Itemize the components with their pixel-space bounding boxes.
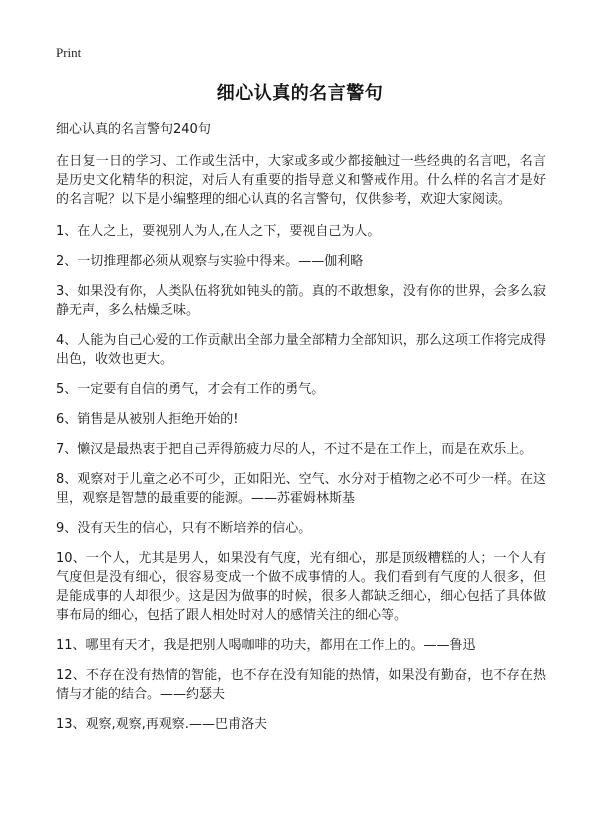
quote-item: 6、销售是从被别人拒绝开始的! [56,412,239,427]
quote-item: 13、观察,观察,再观察.——巴甫洛夫 [56,717,267,732]
quote-item: 11、哪里有天才，我是把别人喝咖啡的功夫，都用在工作上的。——鲁迅 [56,638,476,653]
quote-item: 7、懒汉是最热衷于把自己弄得筋疲力尽的人，不过不是在工作上，而是在欢乐上。 [56,442,533,457]
quote-item: 4、人能为自己心爱的工作贡献出全部力量全部精力全部知识，那么这项工作将完成得出色，收效也更大。 [56,333,546,367]
page-title: 细心认真的名言警句 [216,83,384,104]
quote-item: 10、一个人，尤其是男人，如果没有气度，光有细心，那是顶级糟糕的人；一个人有气度但是没有细心，很容易变成一个做不成事情的人。我们看到有气度的人很多，但是能成事的人却很少。这是因为做事的时候，很多人都缺乏细心，细心包括了具体做事布局的细心，包括了跟人相处时对人的感情关注的细心等。 [56,551,546,623]
quote-item: 1、在人之上，要视别人为人,在人之下，要视自己为人。 [56,224,381,239]
quote-item: 8、观察对于儿童之必不可少，正如阳光、空气、水分对于植物之必不可少一样。在这里，观察是智慧的最重要的能源。——苏霍姆林斯基 [56,472,546,506]
article-body [56,120,546,745]
quote-item: 5、一定要有自信的勇气，才会有工作的勇气。 [56,382,325,397]
quote-item: 9、没有天生的信心，只有不断培养的信心。 [56,521,312,536]
article-subtitle: 细心认真的名言警句240句 [56,122,211,137]
quote-item: 2、一切推理都必须从观察与实验中得来。——伽利略 [56,254,364,269]
quote-item: 3、如果没有你，人类队伍将犹如钝头的箭。真的不敢想象，没有你的世界，会多么寂静无声，多么枯燥乏味。 [56,284,546,318]
intro-paragraph: 在日复一日的学习、工作或生活中，大家或多或少都接触过一些经典的名言吧，名言是历史文化精华的积淀，对后人有重要的指导意义和警戒作用。什么样的名言才是好的名言呢？以下是小编整理的细心认真的名言警句，仅供参考，欢迎大家阅读。 [56,154,546,207]
quote-item: 12、不存在没有热情的智能，也不存在没有知能的热情，如果没有勤奋，也不存在热情与才能的结合。——约瑟夫 [56,668,546,702]
print-link[interactable]: Print [56,45,82,60]
